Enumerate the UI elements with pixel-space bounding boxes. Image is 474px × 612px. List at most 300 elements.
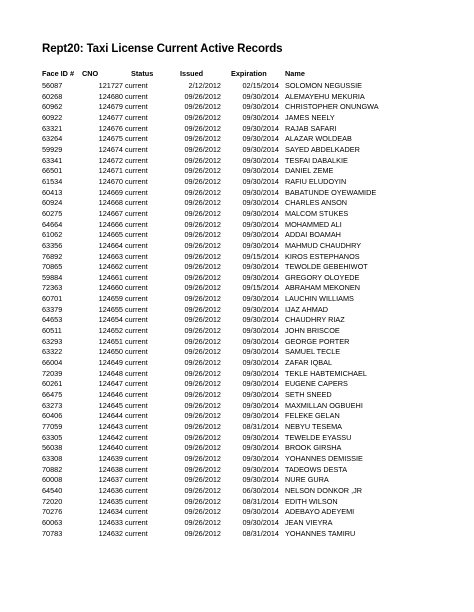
face-id-cell: 60922	[42, 112, 63, 122]
face-id-cell: 72363	[42, 283, 63, 293]
expiration-cell: 09/30/2014	[242, 358, 279, 368]
face-id-cell: 60008	[42, 475, 63, 485]
face-id-cell: 63308	[42, 453, 63, 463]
expiration-cell: 09/30/2014	[242, 315, 279, 325]
expiration-cell: 09/30/2014	[242, 176, 279, 186]
expiration-cell: 09/30/2014	[242, 102, 279, 112]
issued-cell: 09/26/2012	[184, 411, 221, 421]
status-cell: current	[125, 475, 148, 485]
status-cell: current	[125, 294, 148, 304]
table-row	[42, 156, 379, 167]
cno-cell: 124665	[98, 230, 123, 240]
cno-cell: 124647	[98, 379, 123, 389]
face-id-cell: 60275	[42, 208, 63, 218]
table-row	[42, 209, 379, 220]
expiration-cell: 09/30/2014	[242, 443, 279, 453]
cno-cell: 124635	[98, 496, 123, 506]
table-row	[42, 507, 379, 518]
expiration-cell: 09/30/2014	[242, 166, 279, 176]
cno-cell: 124645	[98, 400, 123, 410]
table-row	[42, 518, 379, 529]
status-cell: current	[125, 411, 148, 421]
cno-cell: 124644	[98, 411, 123, 421]
table-row	[42, 411, 379, 422]
issued-cell: 09/26/2012	[184, 496, 221, 506]
status-cell: current	[125, 262, 148, 272]
table-row	[42, 326, 379, 337]
face-id-cell: 60962	[42, 102, 63, 112]
issued-cell: 09/26/2012	[184, 379, 221, 389]
issued-cell: 09/26/2012	[184, 358, 221, 368]
issued-cell: 09/26/2012	[184, 198, 221, 208]
table-row	[42, 497, 379, 508]
cno-cell: 124680	[98, 91, 123, 101]
expiration-cell: 09/30/2014	[242, 112, 279, 122]
cno-cell: 124638	[98, 464, 123, 474]
expiration-cell: 09/30/2014	[242, 400, 279, 410]
table-row	[42, 81, 379, 92]
table-header-row	[42, 69, 379, 81]
issued-cell: 09/26/2012	[184, 272, 221, 282]
expiration-cell: 09/30/2014	[242, 208, 279, 218]
name-cell: TESFAI DABALKIE	[285, 155, 348, 165]
name-cell: MOHAMMED ALI	[285, 219, 342, 229]
expiration-cell: 09/30/2014	[242, 390, 279, 400]
cno-cell: 124663	[98, 251, 123, 261]
expiration-cell: 09/30/2014	[242, 144, 279, 154]
name-cell: IJAZ AHMAD	[285, 304, 328, 314]
expiration-cell: 08/31/2014	[242, 422, 279, 431]
issued-cell: 09/26/2012	[184, 422, 221, 431]
name-cell: ADEBAYO ADEYEMI	[285, 507, 355, 517]
table-row	[42, 465, 379, 476]
name-cell: RAFIU ELUDOYIN	[285, 176, 347, 186]
expiration-cell: 09/30/2014	[242, 453, 279, 463]
header-issued: Issued	[180, 69, 204, 78]
header-status: Status	[131, 69, 154, 78]
name-cell: MAXMILLAN OGBUEHI	[285, 400, 363, 410]
face-id-cell: 63322	[42, 347, 63, 357]
name-cell: ALEMAYEHU MEKURIA	[285, 91, 365, 101]
face-id-cell: 56087	[42, 81, 63, 90]
name-cell: JAMES NEELY	[285, 112, 335, 122]
name-cell: SOLOMON NEGUSSIE	[285, 81, 363, 90]
cno-cell: 124637	[98, 475, 123, 485]
face-id-cell: 59884	[42, 272, 63, 282]
face-id-cell: 60701	[42, 294, 63, 304]
status-cell: current	[125, 304, 148, 314]
table-row	[42, 529, 379, 540]
expiration-cell: 08/31/2014	[242, 528, 279, 538]
face-id-cell: 77059	[42, 422, 63, 431]
expiration-cell: 09/30/2014	[242, 155, 279, 165]
issued-cell: 09/26/2012	[184, 187, 221, 197]
expiration-cell: 09/30/2014	[242, 134, 279, 144]
expiration-cell: 09/30/2014	[242, 411, 279, 421]
status-cell: current	[125, 326, 148, 336]
name-cell: TEKLE HABTEMICHAEL	[285, 368, 367, 378]
cno-cell: 124634	[98, 507, 123, 517]
face-id-cell: 64664	[42, 219, 63, 229]
expiration-cell: 08/31/2014	[242, 496, 279, 506]
name-cell: TADEOWS DESTA	[285, 464, 348, 474]
name-cell: TEWOLDE GEBEHIWOT	[285, 262, 368, 272]
face-id-cell: 59929	[42, 144, 63, 154]
issued-cell: 09/26/2012	[184, 517, 221, 527]
table-row	[42, 315, 379, 326]
issued-cell: 09/26/2012	[184, 112, 221, 122]
expiration-cell: 09/15/2014	[242, 283, 279, 293]
expiration-cell: 09/30/2014	[242, 517, 279, 527]
cno-cell: 124667	[98, 208, 123, 218]
name-cell: GEORGE PORTER	[285, 336, 350, 346]
name-cell: MALCOM STUKES	[285, 208, 349, 218]
table-row	[42, 124, 379, 135]
status-cell: current	[125, 528, 148, 538]
face-id-cell: 66501	[42, 166, 63, 176]
status-cell: current	[125, 272, 148, 282]
cno-cell: 124642	[98, 432, 123, 442]
issued-cell: 09/26/2012	[184, 123, 221, 133]
name-cell: EUGENE CAPERS	[285, 379, 348, 389]
expiration-cell: 09/30/2014	[242, 336, 279, 346]
table-row	[42, 252, 379, 263]
issued-cell: 09/26/2012	[184, 91, 221, 101]
cno-cell: 124654	[98, 315, 123, 325]
expiration-cell: 09/30/2014	[242, 326, 279, 336]
table-row	[42, 92, 379, 103]
expiration-cell: 09/30/2014	[242, 187, 279, 197]
table-row	[42, 188, 379, 199]
table-row	[42, 358, 379, 369]
table-row	[42, 230, 379, 241]
table-row	[42, 390, 379, 401]
name-cell: CHRISTOPHER ONUNGWA	[285, 102, 379, 112]
cno-cell: 121727	[98, 81, 123, 90]
status-cell: current	[125, 485, 148, 495]
report-title: Rept20: Taxi License Current Active Records	[42, 43, 283, 55]
expiration-cell: 09/30/2014	[242, 464, 279, 474]
face-id-cell: 60406	[42, 411, 63, 421]
table-row	[42, 113, 379, 124]
issued-cell: 09/26/2012	[184, 251, 221, 261]
expiration-cell: 09/30/2014	[242, 475, 279, 485]
expiration-cell: 09/30/2014	[242, 368, 279, 378]
cno-cell: 124676	[98, 123, 123, 133]
table-row	[42, 379, 379, 390]
table-row	[42, 475, 379, 486]
status-cell: current	[125, 91, 148, 101]
issued-cell: 09/26/2012	[184, 304, 221, 314]
table-row	[42, 220, 379, 231]
table-row	[42, 305, 379, 316]
face-id-cell: 63321	[42, 123, 63, 133]
name-cell: LAUCHIN WILLIAMS	[285, 294, 354, 304]
name-cell: JOHN BRISCOE	[285, 326, 340, 336]
header-expiration: Expiration	[231, 69, 267, 78]
issued-cell: 09/26/2012	[184, 475, 221, 485]
cno-cell: 124672	[98, 155, 123, 165]
table-row	[42, 486, 379, 497]
status-cell: current	[125, 166, 148, 176]
cno-cell: 124679	[98, 102, 123, 112]
cno-cell: 124659	[98, 294, 123, 304]
name-cell: CHARLES ANSON	[285, 198, 348, 208]
cno-cell: 124662	[98, 262, 123, 272]
face-id-cell: 60413	[42, 187, 63, 197]
issued-cell: 09/26/2012	[184, 443, 221, 453]
table-row	[42, 241, 379, 252]
face-id-cell: 70882	[42, 464, 63, 474]
status-cell: current	[125, 422, 148, 431]
status-cell: current	[125, 123, 148, 133]
status-cell: current	[125, 400, 148, 410]
issued-cell: 09/26/2012	[184, 326, 221, 336]
issued-cell: 09/26/2012	[184, 176, 221, 186]
status-cell: current	[125, 507, 148, 517]
name-cell: NURE GURA	[285, 475, 329, 485]
issued-cell: 09/26/2012	[184, 219, 221, 229]
face-id-cell: 63264	[42, 134, 63, 144]
status-cell: current	[125, 368, 148, 378]
name-cell: BROOK GIRSHA	[285, 443, 342, 453]
expiration-cell: 09/30/2014	[242, 507, 279, 517]
status-cell: current	[125, 198, 148, 208]
face-id-cell: 66475	[42, 390, 63, 400]
issued-cell: 09/26/2012	[184, 155, 221, 165]
issued-cell: 09/26/2012	[184, 294, 221, 304]
face-id-cell: 60924	[42, 198, 63, 208]
cno-cell: 124655	[98, 304, 123, 314]
name-cell: ZAFAR IQBAL	[285, 358, 333, 368]
expiration-cell: 09/30/2014	[242, 219, 279, 229]
table-row	[42, 102, 379, 113]
status-cell: current	[125, 496, 148, 506]
face-id-cell: 60063	[42, 517, 63, 527]
face-id-cell: 72039	[42, 368, 63, 378]
status-cell: current	[125, 230, 148, 240]
expiration-cell: 09/30/2014	[242, 240, 279, 250]
issued-cell: 09/26/2012	[184, 528, 221, 538]
issued-cell: 09/26/2012	[184, 432, 221, 442]
face-id-cell: 70865	[42, 262, 63, 272]
face-id-cell: 63341	[42, 155, 63, 165]
cno-cell: 124652	[98, 326, 123, 336]
name-cell: JEAN VIEYRA	[285, 517, 333, 527]
expiration-cell: 09/30/2014	[242, 294, 279, 304]
table-row	[42, 294, 379, 305]
face-id-cell: 60261	[42, 379, 63, 389]
face-id-cell: 70783	[42, 528, 63, 538]
status-cell: current	[125, 187, 148, 197]
face-id-cell: 60511	[42, 326, 62, 336]
cno-cell: 124646	[98, 390, 123, 400]
status-cell: current	[125, 390, 148, 400]
cno-cell: 124650	[98, 347, 123, 357]
status-cell: current	[125, 347, 148, 357]
cno-cell: 124671	[98, 166, 123, 176]
records-body	[42, 81, 379, 539]
expiration-cell: 09/30/2014	[242, 432, 279, 442]
name-cell: GREGORY OLOYEDE	[285, 272, 360, 282]
face-id-cell: 63293	[42, 336, 63, 346]
status-cell: current	[125, 219, 148, 229]
status-cell: current	[125, 81, 148, 90]
status-cell: current	[125, 453, 148, 463]
name-cell: SAYED ABDELKADER	[285, 144, 360, 154]
name-cell: DANIEL ZEME	[285, 166, 334, 176]
expiration-cell: 09/30/2014	[242, 304, 279, 314]
table-row	[42, 273, 379, 284]
status-cell: current	[125, 155, 148, 165]
issued-cell: 09/26/2012	[184, 144, 221, 154]
header-name: Name	[285, 69, 305, 78]
name-cell: SAMUEL TECLE	[285, 347, 341, 357]
issued-cell: 09/26/2012	[184, 336, 221, 346]
face-id-cell: 76892	[42, 251, 63, 261]
status-cell: current	[125, 464, 148, 474]
issued-cell: 09/26/2012	[184, 485, 221, 495]
issued-cell: 09/26/2012	[184, 230, 221, 240]
expiration-cell: 09/30/2014	[242, 347, 279, 357]
cno-cell: 124649	[98, 358, 123, 368]
name-cell: FELEKE GELAN	[285, 411, 340, 421]
name-cell: NEBYU TESEMA	[285, 422, 343, 431]
name-cell: YOHANNES TAMIRU	[285, 528, 356, 538]
status-cell: current	[125, 144, 148, 154]
issued-cell: 09/26/2012	[184, 283, 221, 293]
status-cell: current	[125, 112, 148, 122]
issued-cell: 09/26/2012	[184, 134, 221, 144]
table-row	[42, 454, 379, 465]
cno-cell: 124674	[98, 144, 123, 154]
name-cell: KIROS ESTEPHANOS	[285, 251, 360, 261]
face-id-cell: 61534	[42, 176, 63, 186]
status-cell: current	[125, 102, 148, 112]
expiration-cell: 09/30/2014	[242, 91, 279, 101]
cno-cell: 124643	[98, 422, 123, 431]
face-id-cell: 56038	[42, 443, 63, 453]
issued-cell: 09/26/2012	[184, 102, 221, 112]
issued-cell: 09/26/2012	[184, 166, 221, 176]
expiration-cell: 09/30/2014	[242, 198, 279, 208]
issued-cell: 09/26/2012	[184, 315, 221, 325]
cno-cell: 124640	[98, 443, 123, 453]
face-id-cell: 64653	[42, 315, 63, 325]
status-cell: current	[125, 208, 148, 218]
name-cell: SETH SNEED	[285, 390, 332, 400]
header-cno: CNO	[82, 69, 99, 78]
cno-cell: 124675	[98, 134, 123, 144]
status-cell: current	[125, 251, 148, 261]
name-cell: TEWELDE EYASSU	[285, 432, 352, 442]
status-cell: current	[125, 176, 148, 186]
table-row	[42, 262, 379, 273]
name-cell: ALAZAR WOLDEAB	[285, 134, 352, 144]
cno-cell: 124636	[98, 485, 123, 495]
face-id-cell: 63273	[42, 400, 63, 410]
issued-cell: 09/26/2012	[184, 347, 221, 357]
cno-cell: 124677	[98, 112, 123, 122]
status-cell: current	[125, 379, 148, 389]
issued-cell: 09/26/2012	[184, 453, 221, 463]
expiration-cell: 02/15/2014	[242, 81, 279, 90]
status-cell: current	[125, 283, 148, 293]
table-row	[42, 433, 379, 444]
records-table	[42, 69, 379, 539]
issued-cell: 09/26/2012	[184, 464, 221, 474]
status-cell: current	[125, 517, 148, 527]
cno-cell: 124664	[98, 240, 123, 250]
expiration-cell: 09/30/2014	[242, 272, 279, 282]
name-cell: BABATUNDE OYEWAMIDE	[285, 187, 377, 197]
status-cell: current	[125, 134, 148, 144]
name-cell: CHAUDHRY RIAZ	[285, 315, 345, 325]
name-cell: MAHMUD CHAUDHRY	[285, 240, 362, 250]
name-cell: NELSON DONKOR ,JR	[285, 485, 363, 495]
face-id-cell: 61062	[42, 230, 63, 240]
face-id-cell: 60268	[42, 91, 63, 101]
face-id-cell: 64540	[42, 485, 63, 495]
cno-cell: 124648	[98, 368, 123, 378]
issued-cell: 09/26/2012	[184, 507, 221, 517]
issued-cell: 09/26/2012	[184, 368, 221, 378]
cno-cell: 124669	[98, 187, 123, 197]
issued-cell: 2/12/2012	[188, 81, 221, 90]
table-row	[42, 369, 379, 380]
face-id-cell: 63305	[42, 432, 63, 442]
cno-cell: 124661	[98, 272, 123, 282]
expiration-cell: 06/30/2014	[242, 485, 279, 495]
status-cell: current	[125, 315, 148, 325]
name-cell: YOHANNES DEMISSIE	[285, 453, 363, 463]
cno-cell: 124670	[98, 176, 123, 186]
table-row	[42, 337, 379, 348]
issued-cell: 09/26/2012	[184, 400, 221, 410]
cno-cell: 124651	[98, 336, 123, 346]
cno-cell: 124632	[98, 528, 123, 538]
face-id-cell: 63356	[42, 240, 63, 250]
table-row	[42, 134, 379, 145]
cno-cell: 124633	[98, 517, 123, 527]
face-id-cell: 66004	[42, 358, 63, 368]
cno-cell: 124639	[98, 453, 123, 463]
expiration-cell: 09/30/2014	[242, 262, 279, 272]
status-cell: current	[125, 240, 148, 250]
issued-cell: 09/26/2012	[184, 208, 221, 218]
name-cell: ADDAI BOAMAH	[285, 230, 341, 240]
name-cell: RAJAB SAFARI	[285, 123, 337, 133]
status-cell: current	[125, 443, 148, 453]
table-row	[42, 198, 379, 209]
expiration-cell: 09/30/2014	[242, 379, 279, 389]
table-row	[42, 177, 379, 188]
table-row	[42, 166, 379, 177]
table-row	[42, 283, 379, 294]
table-row	[42, 443, 379, 454]
table-row	[42, 422, 379, 433]
table-row	[42, 347, 379, 358]
status-cell: current	[125, 358, 148, 368]
face-id-cell: 70276	[42, 507, 63, 517]
expiration-cell: 09/30/2014	[242, 230, 279, 240]
issued-cell: 09/26/2012	[184, 390, 221, 400]
expiration-cell: 09/15/2014	[242, 251, 279, 261]
table-row	[42, 401, 379, 412]
issued-cell: 09/26/2012	[184, 262, 221, 272]
table-row	[42, 145, 379, 156]
expiration-cell: 09/30/2014	[242, 123, 279, 133]
